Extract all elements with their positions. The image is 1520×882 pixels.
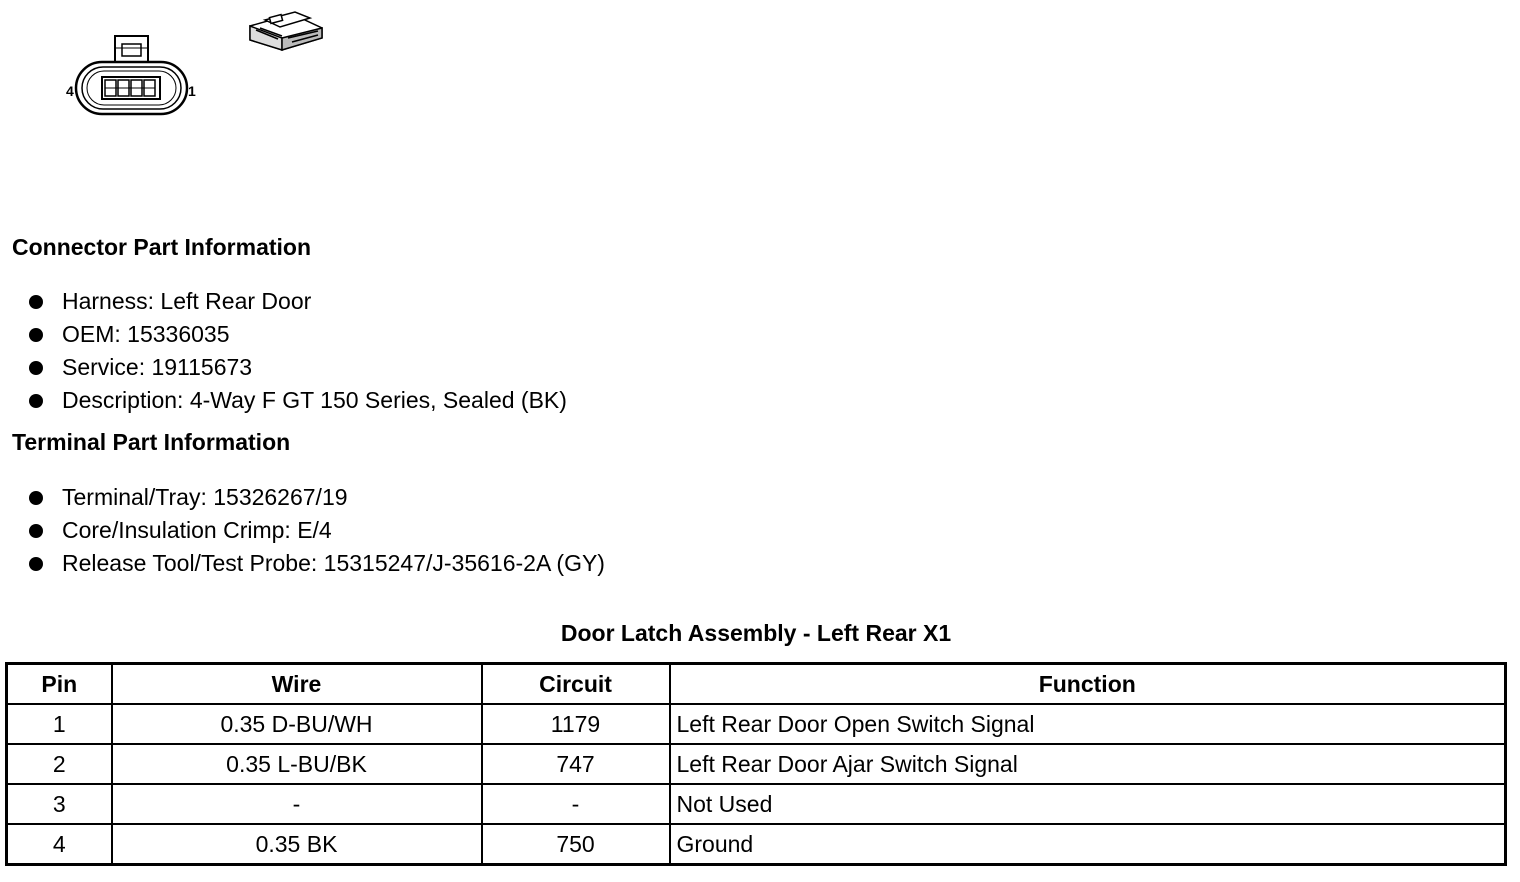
column-header-pin: Pin [7, 664, 112, 705]
function-cell: Left Rear Door Open Switch Signal [670, 704, 1506, 744]
pin-cell: 1 [7, 704, 112, 744]
column-header-circuit: Circuit [482, 664, 670, 705]
table-row [7, 704, 1506, 744]
terminal-part-list [28, 481, 605, 580]
list-item: Description: 4-Way F GT 150 Series, Sealed (BK) [28, 384, 567, 417]
connector-face-icon [76, 36, 187, 114]
bullet-icon [29, 328, 43, 342]
bullet-icon [29, 557, 43, 571]
column-header-function: Function [670, 664, 1506, 705]
wire-cell: - [112, 784, 482, 824]
pinout-table [5, 662, 1507, 866]
table-row [7, 744, 1506, 784]
table-row [7, 784, 1506, 824]
connector-diagram [60, 8, 340, 120]
terminal-part-heading: Terminal Part Information [12, 429, 291, 455]
function-cell: Left Rear Door Ajar Switch Signal [670, 744, 1506, 784]
bullet-icon [29, 361, 43, 375]
bullet-icon [29, 295, 43, 309]
list-item: Terminal/Tray: 15326267/19 [28, 481, 605, 514]
connector-part-heading: Connector Part Information [12, 234, 312, 260]
bullet-icon [29, 524, 43, 538]
list-item: Release Tool/Test Probe: 15315247/J-35616-2A (GY) [28, 547, 605, 580]
circuit-cell: - [482, 784, 670, 824]
pin-cell: 4 [7, 824, 112, 865]
function-cell: Ground [670, 824, 1506, 865]
bullet-icon [29, 394, 43, 408]
pin-label-right: 1 [188, 83, 196, 99]
circuit-cell: 1179 [482, 704, 670, 744]
wire-cell: 0.35 L-BU/BK [112, 744, 482, 784]
table-title: Door Latch Assembly - Left Rear X1 [560, 620, 952, 646]
circuit-cell: 747 [482, 744, 670, 784]
pin-cell: 2 [7, 744, 112, 784]
circuit-cell: 750 [482, 824, 670, 865]
table-header-row [7, 664, 1506, 705]
bullet-icon [29, 491, 43, 505]
list-item: Core/Insulation Crimp: E/4 [28, 514, 605, 547]
pin-cell: 3 [7, 784, 112, 824]
list-item: Harness: Left Rear Door [28, 285, 567, 318]
wire-cell: 0.35 D-BU/WH [112, 704, 482, 744]
table-row [7, 824, 1506, 865]
connector-isometric-icon [250, 12, 322, 50]
column-header-wire: Wire [112, 664, 482, 705]
pin-label-left: 4 [66, 83, 74, 99]
list-item: Service: 19115673 [28, 351, 567, 384]
connector-part-list [28, 285, 567, 417]
function-cell: Not Used [670, 784, 1506, 824]
list-item: OEM: 15336035 [28, 318, 567, 351]
wire-cell: 0.35 BK [112, 824, 482, 865]
